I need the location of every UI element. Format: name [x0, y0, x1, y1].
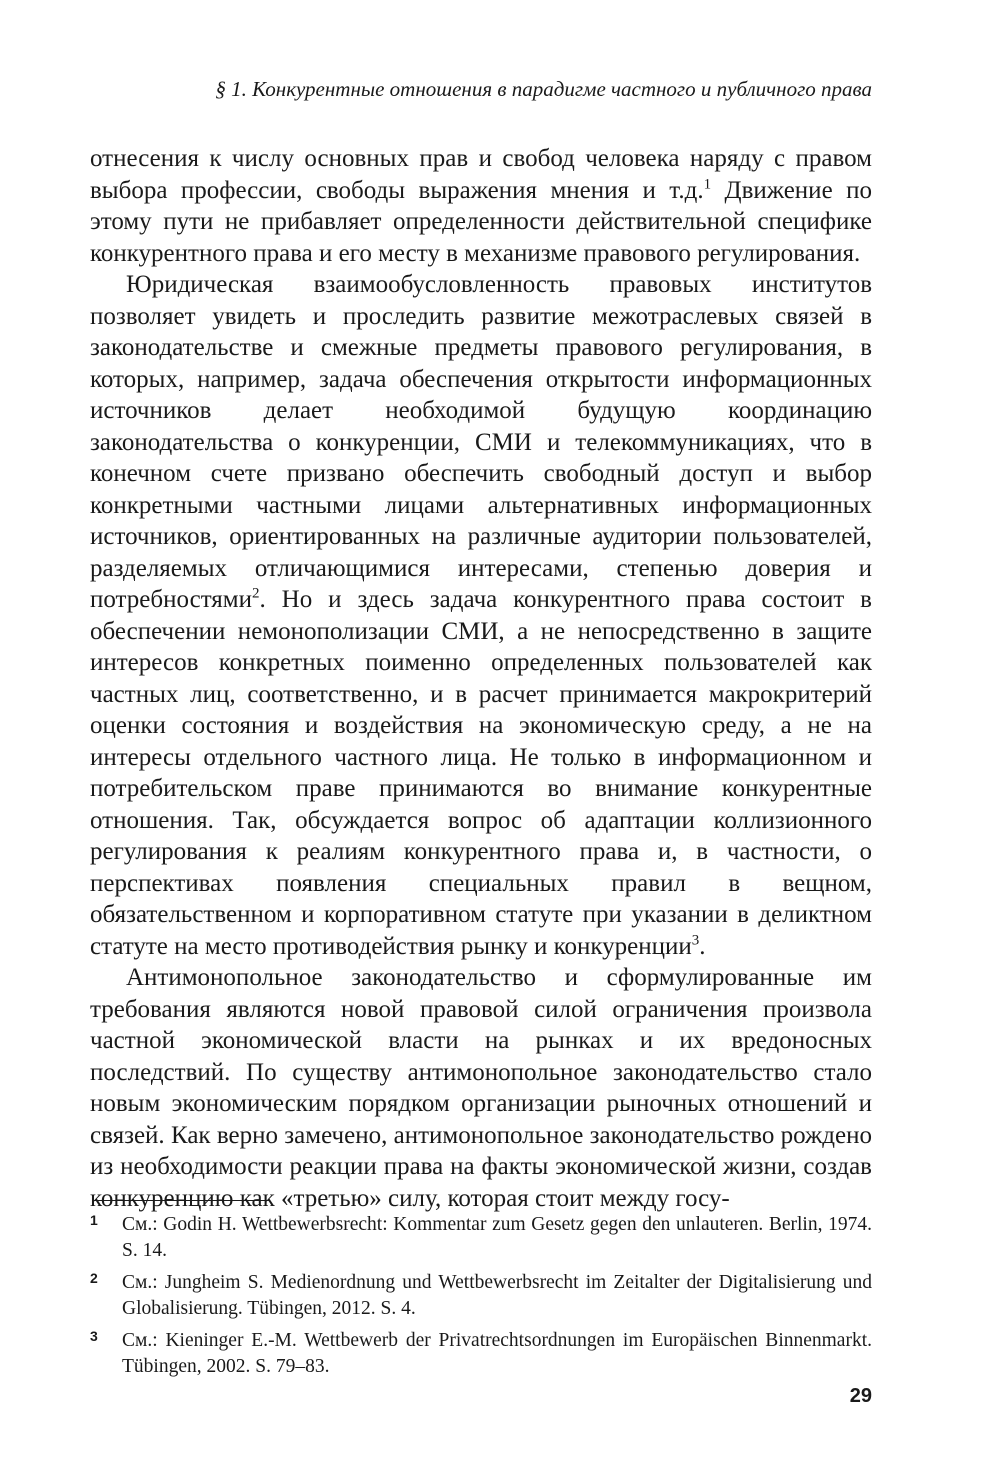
footnote-ref: 2 [252, 585, 260, 602]
paragraph-text: Движение по этому пути не прибавляет определенности действительной специфике конкурентного права и его месту в механизме правового регулирования. [90, 176, 872, 267]
paragraph [90, 269, 872, 962]
footnote [90, 1212, 872, 1263]
footnote-text: См.: Godin H. Wettbewerbsrecht: Kommentar zum Gesetz gegen den unlauteren. Berlin, 1974. S. 14. [122, 1214, 872, 1261]
running-head: § 1. Конкурентные отношения в парадигме частного и публичного права [215, 77, 872, 101]
footnote [90, 1328, 872, 1379]
footnote-divider [92, 1200, 270, 1201]
footnote-ref: 1 [703, 176, 712, 193]
paragraph-text: . Но и здесь задача конкурентного права состоит в обеспечении немонополизации СМИ, а не непосредственно в защите интересов конкретных поименно определенных пользователей как частных лиц, соответственно, и в расчет принимается макрокритерий оценки состояния и воздействия на экономическую среду, а не на интересы отдельного частного лица. Не только в информационном и потребительском праве принимаются во внимание конкурентные отношения. Так, обсуждается вопрос об адаптации коллизионного регулирования к реалиям конкурентного права и, в частности, о перспективах появления специальных правил в вещном, обязательственном и корпоративном статуте при указании в деликтном статуте на место противодействия рынку и конкуренции [90, 586, 872, 960]
footnote-number: 3 [90, 1328, 98, 1344]
footnote-text: См.: Kieninger E.-M. Wettbewerb der Privatrechtsordnungen im Europäischen Binnenmarkt. Tübingen, 2002. S. 79–83. [122, 1330, 872, 1377]
paragraph-text: отнесения к числу основных прав и свобод человека наряду с правом выбора профессии, свободы выражения мнения и т.д. [90, 145, 872, 204]
footnote-number: 2 [90, 1270, 98, 1286]
footnote [90, 1270, 872, 1321]
footnote-ref: 3 [691, 932, 700, 949]
paragraph-text: Антимонопольное законодательство и сформулированные им требования являются новой правовой силой ограничения произвола частной экономической власти на рынках и их вредоносных последствий. По существу антимонопольное законодательство стало новым экономическим порядком организации рыночных отношений и связей. Как верно замечено, антимонопольное законодательство рождено из необходимости реакции права на факты экономической жизни, создав конкуренцию как «третью» силу, которая стоит между госу- [90, 964, 872, 1212]
paragraph-text: Юридическая взаимообусловленность правовых институтов позволяет увидеть и проследить развитие межотраслевых связей в законодательстве и смежные предметы правового регулирования, в которых, например, задача обеспечения открытости информационных источников делает необходимой будущую координацию законодательства о конкуренции, СМИ и телекоммуникациях, что в конечном счете призвано обеспечить свободный доступ и выбор конкретными частными лицами альтернативных информационных источников, ориентированных на различные аудитории пользователей, разделяемых отличающимися интересами, степенью доверия и потребностями [90, 271, 872, 613]
page-number: 29 [849, 1385, 872, 1407]
paragraph-text: . [699, 932, 706, 960]
paragraph [90, 143, 872, 269]
footnotes [90, 1212, 872, 1386]
footnote-text: См.: Jungheim S. Medienordnung und Wettbewerbsrecht im Zeitalter der Digitalisierung und Globalisierung. Tübingen, 2012. S. 4. [122, 1272, 872, 1319]
body-text [90, 143, 872, 1214]
footnote-number: 1 [90, 1212, 98, 1228]
paragraph [90, 962, 872, 1214]
